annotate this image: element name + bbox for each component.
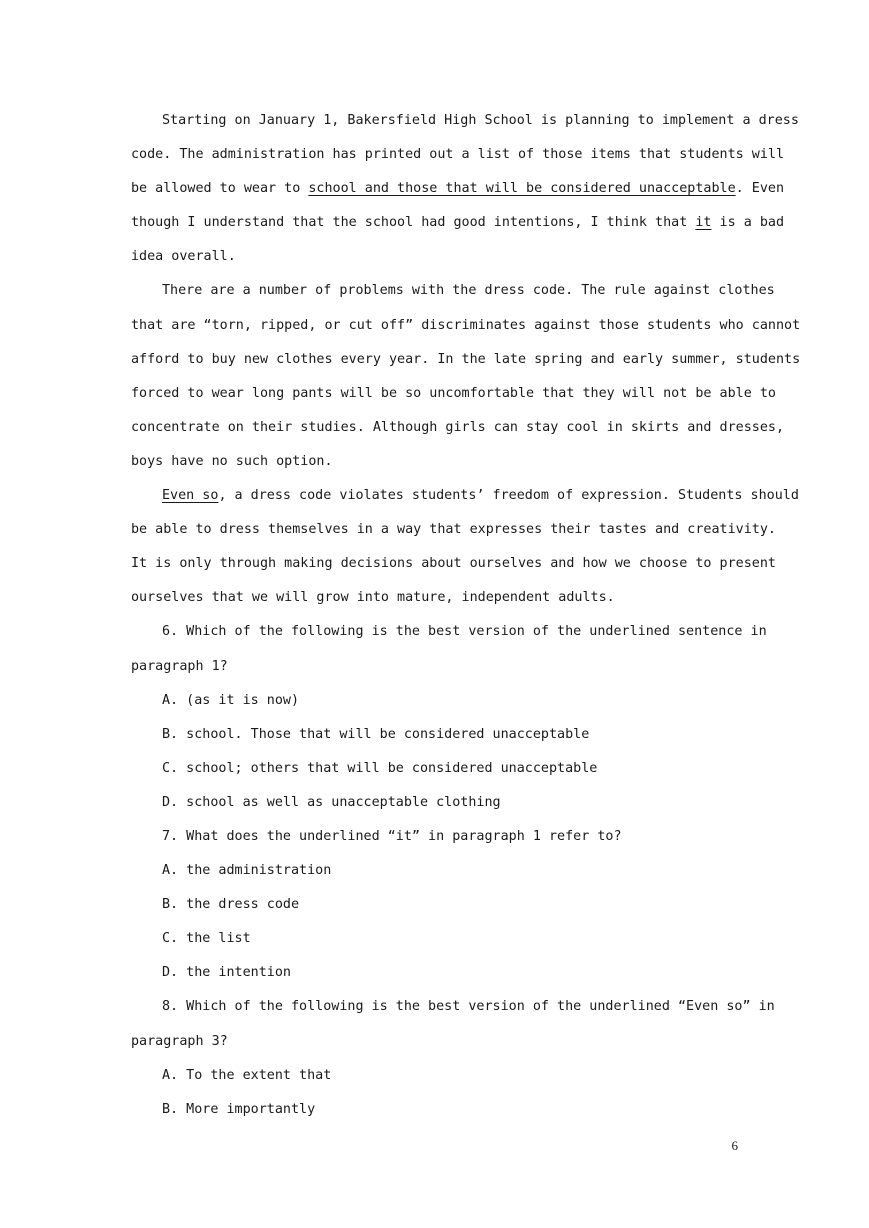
question-6-option-a: A. (as it is now): [162, 692, 300, 708]
question-8-option-a: A. To the extent that: [162, 1067, 332, 1083]
question-6-option-c: C. school; others that will be considered unacceptable: [162, 760, 598, 776]
question-7-stem: 7. What does the underlined “it” in paragraph 1 refer to?: [162, 828, 622, 844]
paragraph-3: [131, 479, 799, 615]
underlined-even-so: Even so: [162, 488, 219, 504]
question-7-option-c: C. the list: [162, 931, 251, 947]
paragraph-1-line-4-post: is a bad: [711, 215, 785, 231]
document-page: [131, 104, 801, 1127]
paragraph-2-line-2: that are “torn, ripped, or cut off” discriminates against those students who cannot: [131, 317, 801, 333]
question-8: [131, 990, 775, 1126]
paragraph-1-line-3-pre: be allowed to wear to: [131, 181, 309, 197]
paragraph-2-line-6: boys have no such option.: [131, 453, 333, 469]
paragraph-2: [131, 274, 801, 479]
paragraph-2-line-3: afford to buy new clothes every year. In the late spring and early summer, students: [131, 351, 801, 367]
question-7-option-b: B. the dress code: [162, 897, 300, 913]
paragraph-1-line-2: code. The administration has printed out a list of those items that students will: [131, 147, 785, 163]
question-6: [131, 615, 767, 820]
page-number: 6: [731, 1138, 738, 1153]
paragraph-3-line-3: It is only through making decisions about ourselves and how we choose to present: [131, 556, 776, 572]
paragraph-1-line-3-post: . Even: [735, 181, 785, 197]
paragraph-1: [131, 104, 799, 274]
question-8-option-b: B. More importantly: [162, 1101, 316, 1117]
paragraph-1-line-4: [131, 206, 785, 240]
question-7-option-d: D. the intention: [162, 965, 291, 981]
question-7: [131, 820, 737, 990]
question-6-option-b: B. school. Those that will be considered unacceptable: [162, 726, 590, 742]
paragraph-1-line-5: idea overall.: [131, 249, 236, 265]
paragraph-3-line-1-post: , a dress code violates students’ freedom of expression. Students should: [218, 488, 799, 504]
question-6-stem-line-1: 6. Which of the following is the best version of the underlined sentence in: [162, 624, 767, 640]
paragraph-1-line-3: [131, 172, 785, 206]
underlined-it: it: [695, 215, 712, 231]
question-8-stem-line-2: paragraph 3?: [131, 1033, 228, 1049]
question-8-stem-line-1: 8. Which of the following is the best version of the underlined “Even so” in: [162, 999, 775, 1015]
paragraph-2-line-4: forced to wear long pants will be so uncomfortable that they will not be able to: [131, 385, 776, 401]
question-6-option-d: D. school as well as unacceptable clothing: [162, 794, 501, 810]
paragraph-3-line-2: be able to dress themselves in a way that expresses their tastes and creativity.: [131, 522, 776, 538]
underlined-sentence: school and those that will be considered unacceptable: [308, 181, 736, 197]
paragraph-2-line-5: concentrate on their studies. Although girls can stay cool in skirts and dresses,: [131, 419, 785, 435]
paragraph-3-line-4: ourselves that we will grow into mature, independent adults.: [131, 590, 615, 606]
paragraph-3-line-1: [131, 479, 799, 513]
paragraph-1-line-4-pre: though I understand that the school had good intentions, I think that: [131, 215, 696, 231]
question-7-option-a: A. the administration: [162, 863, 332, 879]
question-6-stem-line-2: paragraph 1?: [131, 658, 228, 674]
paragraph-2-line-1: There are a number of problems with the dress code. The rule against clothes: [162, 283, 775, 299]
paragraph-1-line-1: Starting on January 1, Bakersfield High School is planning to implement a dress: [162, 113, 799, 128]
